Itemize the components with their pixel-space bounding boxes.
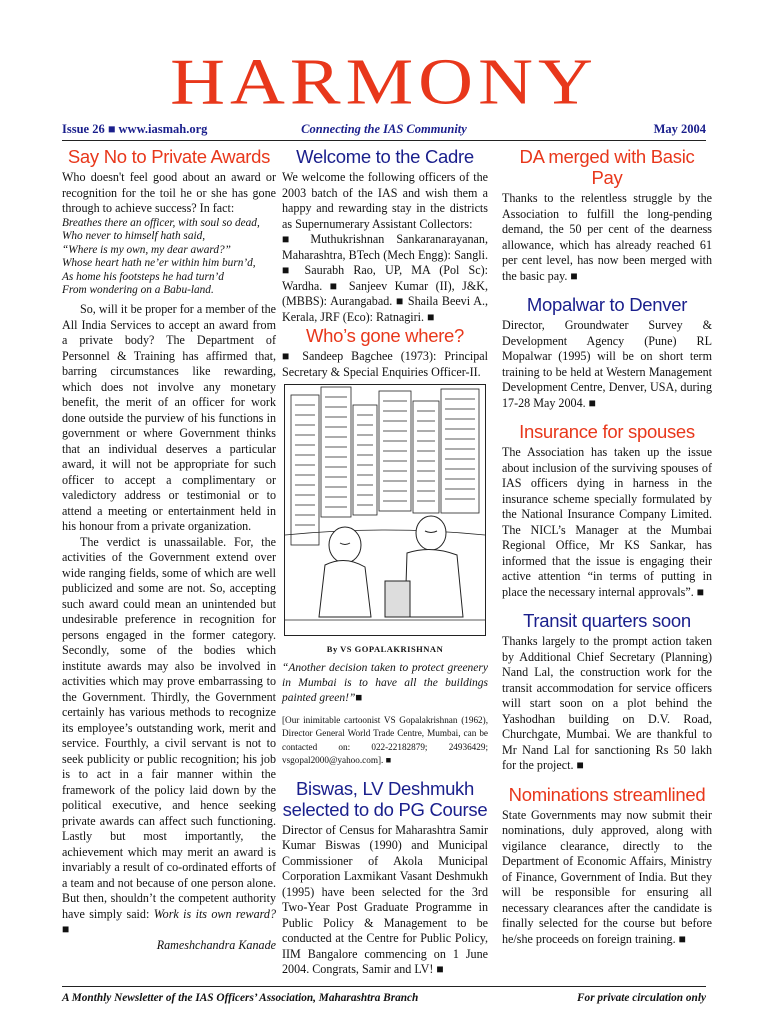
cartoon-illustration bbox=[284, 384, 486, 636]
gone-where-text: ■ Sandeep Bagchee (1973): Principal Secretary & Special Enquiries Officer-II. bbox=[282, 349, 488, 379]
private-awards-heading: Say No to Private Awards bbox=[67, 146, 271, 167]
masthead-title: HARMONY bbox=[170, 45, 598, 119]
private-awards-intro: Who doesn't feel good about an award or recognition for the toil he or she has gone through to achieve success? In fact: bbox=[62, 170, 276, 215]
footer-circulation: For private circulation only bbox=[577, 992, 706, 1004]
poem-line: “Where is my own, my dear award?” bbox=[62, 243, 231, 256]
pg-course-heading: Biswas, LV Deshmukh selected to do PG Course bbox=[282, 777, 488, 820]
header-rule bbox=[62, 140, 706, 141]
insurance-heading: Insurance for spouses bbox=[519, 421, 695, 442]
poem-line: As home his footsteps he had turn’d bbox=[62, 270, 224, 283]
da-heading: DA merged with Basic Pay bbox=[519, 146, 695, 188]
da-text: Thanks to the relentless struggle by the Association to fulfill the long-pending demand, the 50 per cent of the dearness allowance, which has already reached 61 per cent level, has now been merged with the basic pay. ■ bbox=[502, 191, 712, 283]
cartoonist-note: [Our inimitable cartoonist VS Gopalakrishnan (1962), Director General World Trade Centre, Mumbai, can be contacted on: 022-22182879; 24936429; vsgopal2000@yahoo.com]. ■ bbox=[282, 714, 488, 766]
column-news bbox=[502, 146, 712, 947]
tagline: Connecting the IAS Community bbox=[301, 122, 467, 136]
officer-list: ■ Muthukrishnan Sankaranarayanan, Maharashtra, BTech (Mech Engg): Sangli. ■ Saurabh Rao, UP, MA (Pol Sc): Wardha. ■ Sanjeev Kumar (II), J&K, (MBBS): Aurangabad. ■ Shaila Beevi A., Kerala, JRF (Eco): Ratnagiri. ■ bbox=[282, 232, 488, 324]
cartoon-caption: “Another decision taken to protect greenery in Mumbai is to have all the buildings painted green!”■ bbox=[282, 661, 488, 704]
transit-heading: Transit quarters soon bbox=[523, 610, 691, 631]
author-signature: Rameshchandra Kanade bbox=[156, 937, 276, 952]
transit-text: Thanks largely to the prompt action taken by Additional Chief Secretary (Planning) Nand Lal, the construction work for the transit accommodation for service officers will start soon on a plot behind the Yashodhan building on D.V. Road, Churchgate, Mumbai. We are thankful to Mr Nand Lal for sanctioning Rs 50 lakh for the project. ■ bbox=[502, 634, 712, 772]
poem-line: Whose heart hath ne’er within him burn’d, bbox=[62, 257, 256, 270]
welcome-intro: We welcome the following officers of the 2003 batch of the IAS and wish them a happy and rewarding stay in the districts as Supernumerary Assistant Collectors: bbox=[282, 170, 488, 231]
mopalwar-text: Director, Groundwater Survey & Development Agency (Pune) RL Mopalwar (1995) will be on short term training to be held at Western Management Development Centre, Denver, USA, during 17-28 May 2004. ■ bbox=[502, 318, 712, 410]
footer-rule bbox=[62, 986, 706, 987]
gone-where-heading: Who’s gone where? bbox=[305, 325, 465, 346]
issue-line: Issue 26 ■ www.iasmah.org bbox=[62, 122, 208, 136]
private-awards-para2-text: The verdict is unassailable. For, the activities of the Government extend over wide ranging fields, some of which are well publicized and some are not. So, accepting such award could mean an unintended but undesirable preference in recognition for persons engaged in the former category. Secondly, some of the bodies which institute awards may also be involved in activities which may prove embarrassing to the Government. Thirdly, the Government certainly has various methods to recognize its employee’s outstanding work, merit and service. Fourthly, a civil servant is not to seek publicity or public recognition; his job is to act in a fair manner within the framework of the policy laid down by the political executive, and hence seeking private awards can affect such functioning. Lastly but most importantly, the achievement which may merit an award is invariably a result of co-ordinated efforts of a team and not because of one person alone. But then, shouldn’t the competent authority have simply said: bbox=[62, 534, 276, 921]
welcome-heading: Welcome to the Cadre bbox=[296, 146, 474, 167]
private-awards-para1: So, will it be proper for a member of the All India Services to accept an award from a private body? The Department of Personnel & Training has affirmed that, barring circumstances like rewarding, which does not involve any monetary benefit, the merit of an officer for work done outside the purview of his functions in government or where Government thinks that an individual deserves a particular award, it will not be appropriate for such officer to accept a complimentary or valedictory address or testimonial or to attend a meeting or entertainment held in his honour from a private organization. bbox=[62, 302, 276, 534]
footer-newsletter: A Monthly Newsletter of the IAS Officers’ Association, Maharashtra Branch bbox=[62, 992, 419, 1004]
insurance-text: The Association has taken up the issue about inclusion of the surviving spouses of IAS officers dying in harness in the insurance scheme specially formulated by the National Insurance Company Limited. The NICL’s Manager at the Mumbai Regional Office, Mr KS Sankar, has informed that the issue is engaging their active attention “in terms of putting in place the necessary internal approvals”. ■ bbox=[502, 445, 712, 599]
poem-line: Who never to himself hath said, bbox=[62, 230, 206, 243]
nominations-heading: Nominations streamlined bbox=[508, 783, 706, 805]
subheader bbox=[62, 120, 706, 140]
poem-line: From wondering on a Babu-land. bbox=[62, 284, 214, 297]
footer bbox=[62, 992, 706, 1004]
private-awards-para2 bbox=[62, 535, 276, 938]
column-cadre bbox=[282, 146, 488, 978]
nominations-text: State Governments may now submit their nominations, duly approved, along with vigilance clearance, directly to the Department of Economic Affairs, Ministry of Finance, Government of India. But they will be responsible for ensuring all necessary clearances after the candidate is finally selected for the course but before he/she proceeds on foreign training. ■ bbox=[502, 807, 712, 946]
pg-course-text: Director of Census for Maharashtra Samir Kumar Biswas (1990) and Municipal Commissioner of Akola Municipal Corporation Laxmikant Vasant Deshmukh (1995) have been selected for the 3rd Two-Year Post Graduate Programme in Public Policy & Management to be conducted at the Centre for Public Policy, IIM Bangalore commencing on 1 June 2004. Congrats, Samir and LV! ■ bbox=[282, 822, 488, 977]
cartoon-drawing bbox=[285, 385, 485, 635]
cartoon-credit: By VS GOPALAKRISHNAN bbox=[326, 644, 444, 654]
issue-date: May 2004 bbox=[653, 122, 706, 136]
column-private-awards bbox=[62, 146, 276, 953]
poem-line: Breathes there an officer, with soul so dead, bbox=[62, 216, 260, 229]
mopalwar-heading: Mopalwar to Denver bbox=[526, 294, 688, 315]
private-awards-quote: Work is its own reward? ■ bbox=[62, 906, 276, 937]
